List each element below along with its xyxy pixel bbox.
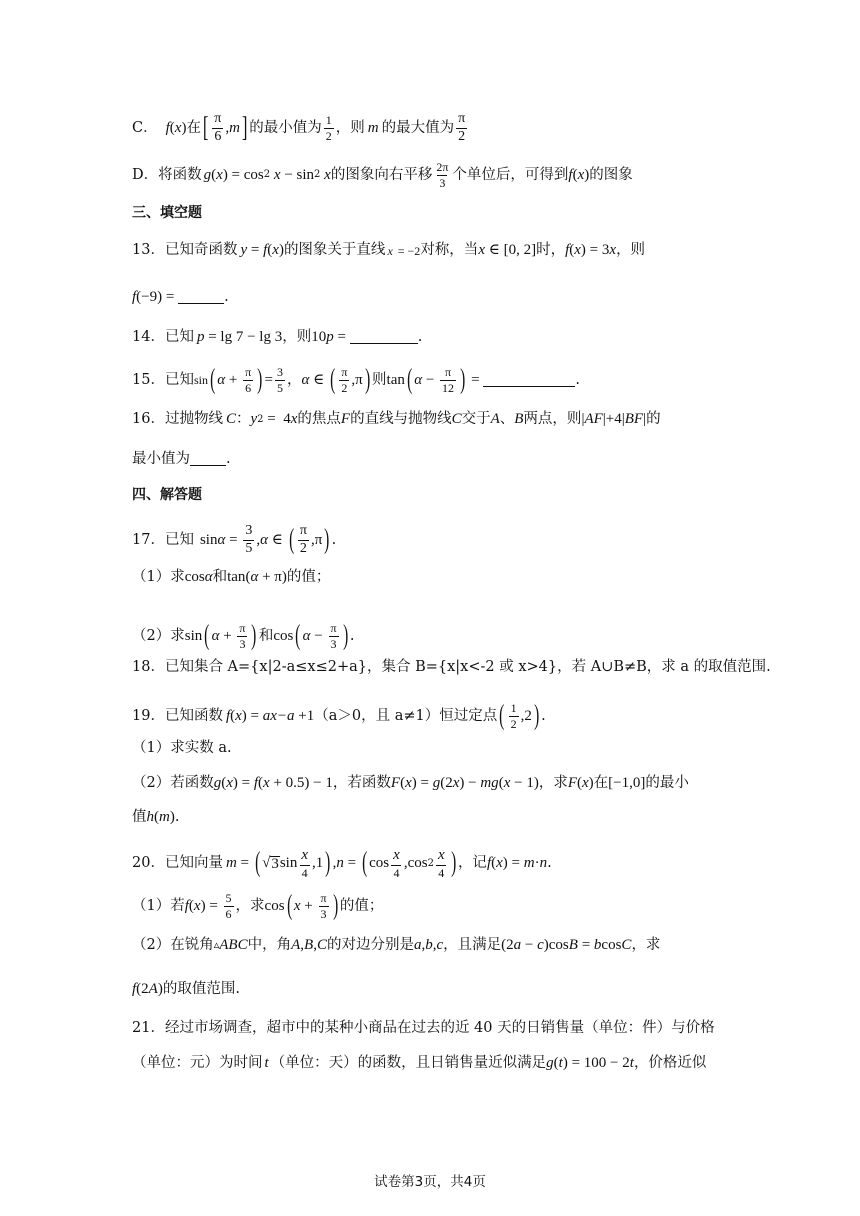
section-heading-fill-blank: 三、填空题 [132, 205, 202, 221]
question-21-cont: （单位：元）为时间 t （单位：天）的函数，且日销售量近似满足 g ( t ) = 100 − 2 t ，价格近似 [132, 1055, 707, 1072]
question-17-part-1: （1）求 cos α 和 tan ( α + π) 的值； [132, 569, 331, 586]
question-20: 20． 已知向量 m = ( √ 3 sin $\frac{x}{4}$ ,1 ) , n = ( cos $\frac{x}{4}$ ,cos 2 $\frac{x}{4}$ ) ，记 f ( x ) = m · n . [132, 847, 552, 880]
option-d: D．将函数 g ( x ) = cos 2 x − sin 2 x 的图象向右平移 $\frac{2\pi}{3}$ 个单位后，可得到 f ( x ) 的图象 [132, 160, 633, 190]
question-20-part-2-cont: f (2 A ) 的取值范围. [132, 981, 240, 998]
question-20-part-1: （1）若 f ( x ) = $\frac{5}{6}$ ，求 cos ( x + $\frac{\pi}{3}$ ) 的值； [132, 889, 384, 921]
question-19-part-1: （1）求实数 a. [132, 740, 232, 756]
answer-blank[interactable] [483, 374, 575, 387]
answer-blank[interactable] [178, 291, 224, 304]
question-17: 17． 已知 sin α = $\frac{3}{5}$ , α ∈ ( $\frac{\pi}{2}$ ,π ) . [132, 523, 337, 556]
question-15: 15． 已知 sin ( α + $\frac{\pi}{6}$ ) = $\frac{3}{5}$ ， α ∈ ( $\frac{\pi}{2}$ ,π ) 则 tan ( α − $\frac{\pi}{12}$ ) = . [132, 363, 580, 395]
question-18: 18． 已知集合 A={x|2-a≤x≤2+a}，集合 B={x|x<-2 或 x>4}，若 A∪B≠B，求 a 的取值范围. [132, 659, 771, 675]
question-13-answer: f (−9) = . [132, 289, 229, 306]
question-19-part-2: （2）若函数 g ( x ) = f ( x + 0.5) − 1 ，若函数 F ( x ) = g (2 x ) − mg ( x − 1) ，求 F ( x ) 在 [−1,0] 的最小 [132, 775, 689, 792]
question-17-part-2: （2）求 sin ( α + $\frac{\pi}{3}$ ) 和 cos ( α − $\frac{\pi}{3}$ ) . [132, 619, 355, 651]
answer-blank[interactable] [190, 453, 226, 466]
question-16-answer: 最小值为 . [132, 451, 231, 467]
question-19: 19． 已知函数 f ( x ) = a x−a +1 （a＞0，且 a≠1）恒过定点 ( $\frac{1}{2}$ ,2 ) . [132, 699, 546, 731]
question-13: 13． 已知奇函数 y = f ( x ) 的图象关于直线 x = −2 对称，当 x ∈ [0, 2] 时， f ( x ) = 3 x ，则 [132, 242, 646, 259]
page-footer: 试卷第3页，共4页 [374, 1174, 486, 1190]
question-16: 16． 过抛物线 C ： y 2 = 4 x 的焦点 F 的直线与抛物线 C 交于 A 、 B 两点，则 | AF |+4| BF | 的 [132, 411, 661, 428]
section-heading-solve: 四、解答题 [132, 487, 202, 503]
question-14: 14． 已知 p = lg 7 − lg 3 ，则 10 p = . [132, 329, 423, 346]
question-21: 21． 经过市场调查，超市中的某种小商品在过去的近 40 天的日销售量（单位：件）与价格 [132, 1020, 715, 1036]
option-c: C． f ( x ) 在 [ $\frac{\pi}{6}$ , m ] 的最小值为 $\frac{1}{2}$ ，则 m 的最大值为 $\frac{\pi}{2}$ [132, 111, 466, 144]
answer-blank[interactable] [350, 331, 418, 344]
question-19-part-2-cont: 值 h ( m ) . [132, 809, 180, 826]
question-20-part-2: （2）在锐角 ▵ ABC 中，角 A , B , C 的对边分别是 a , b , c ，且满足 (2 a − c )cos B = b cos C ，求 [132, 937, 661, 954]
